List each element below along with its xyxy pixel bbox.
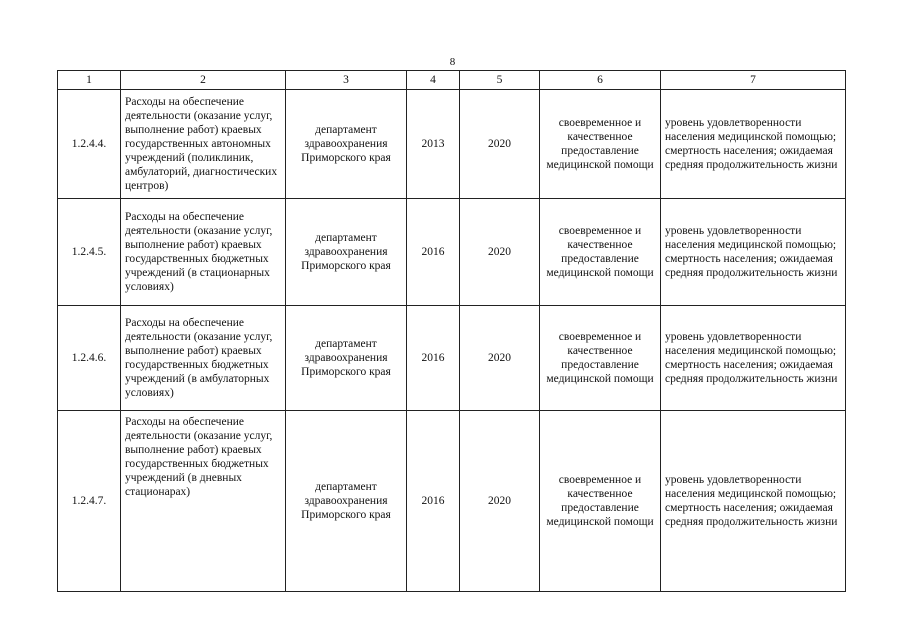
item-description: Расходы на обеспечение деятельности (оказание услуг, выполнение работ) краевых государственных бюджетных учреждений (в амбулаторных условиях) [121, 306, 286, 411]
column-header-4: 4 [407, 71, 460, 90]
related-indicators: уровень удовлетворенности населения медицинской помощью; смертность населения; ожидаемая средняя продолжительность жизни [661, 199, 846, 306]
end-year: 2020 [460, 306, 540, 411]
responsible-department: департамент здравоохранения Приморского края [286, 199, 407, 306]
header-row [58, 71, 846, 90]
item-number: 1.2.4.5. [58, 199, 121, 306]
related-indicators: уровень удовлетворенности населения медицинской помощью; смертность населения; ожидаемая средняя продолжительность жизни [661, 306, 846, 411]
end-year: 2020 [460, 411, 540, 592]
measures-table [57, 70, 846, 592]
table-row [58, 306, 846, 411]
responsible-department: департамент здравоохранения Приморского края [286, 306, 407, 411]
column-header-3: 3 [286, 71, 407, 90]
item-number: 1.2.4.6. [58, 306, 121, 411]
item-description: Расходы на обеспечение деятельности (оказание услуг, выполнение работ) краевых государственных бюджетных учреждений (в дневных стационарах) [121, 411, 286, 592]
related-indicators: уровень удовлетворенности населения медицинской помощью; смертность населения; ожидаемая средняя продолжительность жизни [661, 90, 846, 199]
start-year: 2016 [407, 199, 460, 306]
related-indicators: уровень удовлетворенности населения медицинской помощью; смертность населения; ожидаемая средняя продолжительность жизни [661, 411, 846, 592]
column-header-2: 2 [121, 71, 286, 90]
item-description: Расходы на обеспечение деятельности (оказание услуг, выполнение работ) краевых государственных автономных учреждений (поликлиник, амбулаторий, диагностических центров) [121, 90, 286, 199]
column-header-6: 6 [540, 71, 661, 90]
expected-result: своевременное и качественное предоставление медицинской помощи [540, 306, 661, 411]
start-year: 2013 [407, 90, 460, 199]
responsible-department: департамент здравоохранения Приморского края [286, 411, 407, 592]
page-number: 8 [449, 56, 456, 68]
table-row [58, 90, 846, 199]
column-header-1: 1 [58, 71, 121, 90]
item-description: Расходы на обеспечение деятельности (оказание услуг, выполнение работ) краевых государственных бюджетных учреждений (в стационарных условиях) [121, 199, 286, 306]
item-number: 1.2.4.7. [58, 411, 121, 592]
start-year: 2016 [407, 411, 460, 592]
table-row [58, 199, 846, 306]
table-row [58, 411, 846, 592]
end-year: 2020 [460, 90, 540, 199]
responsible-department: департамент здравоохранения Приморского края [286, 90, 407, 199]
expected-result: своевременное и качественное предоставление медицинской помощи [540, 199, 661, 306]
start-year: 2016 [407, 306, 460, 411]
expected-result: своевременное и качественное предоставление медицинской помощи [540, 411, 661, 592]
item-number: 1.2.4.4. [58, 90, 121, 199]
column-header-7: 7 [661, 71, 846, 90]
end-year: 2020 [460, 199, 540, 306]
expected-result: своевременное и качественное предоставление медицинской помощи [540, 90, 661, 199]
column-header-5: 5 [460, 71, 540, 90]
